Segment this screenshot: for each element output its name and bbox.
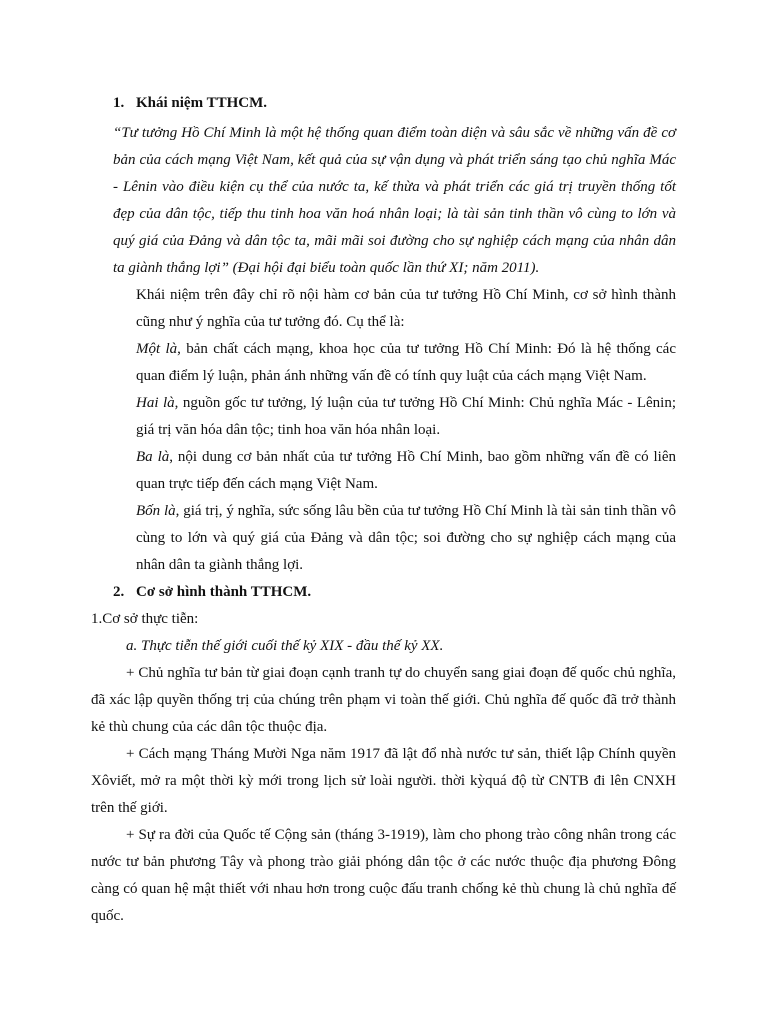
point-lead: Một là [136, 341, 178, 357]
quote-line: quý giá của Đảng và dân tộc ta, mãi mãi soi đường cho sự nghiệp cách mạng của nhân dân [113, 233, 676, 249]
point-line [136, 447, 676, 467]
bullet-line: quốc. [91, 908, 124, 924]
point-line: nhân dân ta giành thắng lợi. [136, 557, 304, 573]
point-line [136, 393, 676, 413]
point-line: quan trực tiếp đến cách mạng Việt Nam. [136, 476, 378, 492]
subsection-title: 1.Cơ sở thực tiễn: [91, 611, 199, 627]
point-line: cùng to lớn và quý giá của Đảng và dân tộc; soi đường cho sự nghiệp cách mạng của [136, 530, 676, 546]
point-text: , giá trị, ý nghĩa, sức sống lâu bền của tư tưởng Hồ Chí Minh là tài sản tinh thần vô [175, 503, 676, 519]
point-line [136, 339, 676, 359]
bullet-line: nước tư bản phương Tây và phong trào giải phóng dân tộc ở các nước thuộc địa phương Đông [91, 854, 676, 870]
bullet-line: + Sự ra đời của Quốc tế Cộng sản (tháng 3-1919), làm cho phong trào công nhân trong các [126, 827, 676, 843]
subsection-item: a. Thực tiễn thế giới cuối thế kỷ XIX - đầu thế kỷ XX. [126, 638, 444, 654]
bullet-line: trên thế giới. [91, 800, 168, 816]
quote-line: “Tư tưởng Hồ Chí Minh là một hệ thống quan điểm toàn diện và sâu sắc về những vấn đề cơ [113, 125, 676, 141]
intro-line: cũng như ý nghĩa của tư tưởng đó. Cụ thể là: [136, 314, 405, 330]
point-text: , bản chất cách mạng, khoa học của tư tưởng Hồ Chí Minh: Đó là hệ thống các [177, 341, 676, 357]
quote-line: ta giành thắng lợi” (Đại hội đại biểu toàn quốc lần thứ XI; năm 2011). [113, 260, 540, 276]
section-1-title: Khái niệm TTHCM. [136, 95, 267, 111]
bullet-line: + Cách mạng Tháng Mười Nga năm 1917 đã lật đổ nhà nước tư sản, thiết lập Chính quyền [126, 746, 676, 762]
bullet-line: Xôviết, mở ra một thời kỳ mới trong lịch sử loài người. thời kỳquá độ từ CNTB đi lên CNXH [91, 773, 676, 789]
intro-line: Khái niệm trên đây chỉ rõ nội hàm cơ bản của tư tưởng Hồ Chí Minh, cơ sở hình thành [136, 287, 676, 303]
section-1-number: 1. [113, 95, 125, 111]
quote-line: đẹp của dân tộc, tiếp thu tinh hoa văn hoá nhân loại; là tài sản tinh thần vô cùng to lớn và [113, 206, 676, 222]
point-lead: Ba là [136, 449, 170, 465]
bullet-line: kẻ thù chung của các dân tộc thuộc địa. [91, 719, 328, 735]
point-lead: Hai là [136, 395, 175, 411]
point-line: giá trị văn hóa dân tộc; tinh hoa văn hóa nhân loại. [136, 422, 441, 438]
quote-line: bản của cách mạng Việt Nam, kết quả của sự vận dụng và phát triển sáng tạo chủ nghĩa Mác [113, 152, 676, 168]
bullet-line: càng có quan hệ mật thiết với nhau hơn trong cuộc đấu tranh chống kẻ thù chung là chủ nghĩa đế [91, 881, 676, 897]
point-text: , nguồn gốc tư tưởng, lý luận của tư tưởng Hồ Chí Minh: Chủ nghĩa Mác - Lênin; [174, 395, 676, 411]
point-line: quan điểm lý luận, phản ánh những vấn đề có tính quy luật của cách mạng Việt Nam. [136, 368, 647, 384]
section-2-number: 2. [113, 584, 125, 600]
bullet-line: + Chủ nghĩa tư bản từ giai đoạn cạnh tranh tự do chuyển sang giai đoạn đế quốc chủ nghĩa, [126, 665, 676, 681]
bullet-line: đã xác lập quyền thống trị của chúng trên phạm vi toàn thế giới. Chủ nghĩa đế quốc đã trở thành [91, 692, 676, 708]
section-2-title: Cơ sở hình thành TTHCM. [136, 584, 312, 600]
point-line [136, 501, 676, 521]
point-text: , nội dung cơ bản nhất của tư tưởng Hồ Chí Minh, bao gồm những vấn đề có liên [169, 449, 676, 465]
quote-line: - Lênin vào điều kiện cụ thể của nước ta, kế thừa và phát triển các giá trị truyền thống tốt [113, 179, 676, 195]
point-lead: Bốn là [136, 503, 176, 519]
